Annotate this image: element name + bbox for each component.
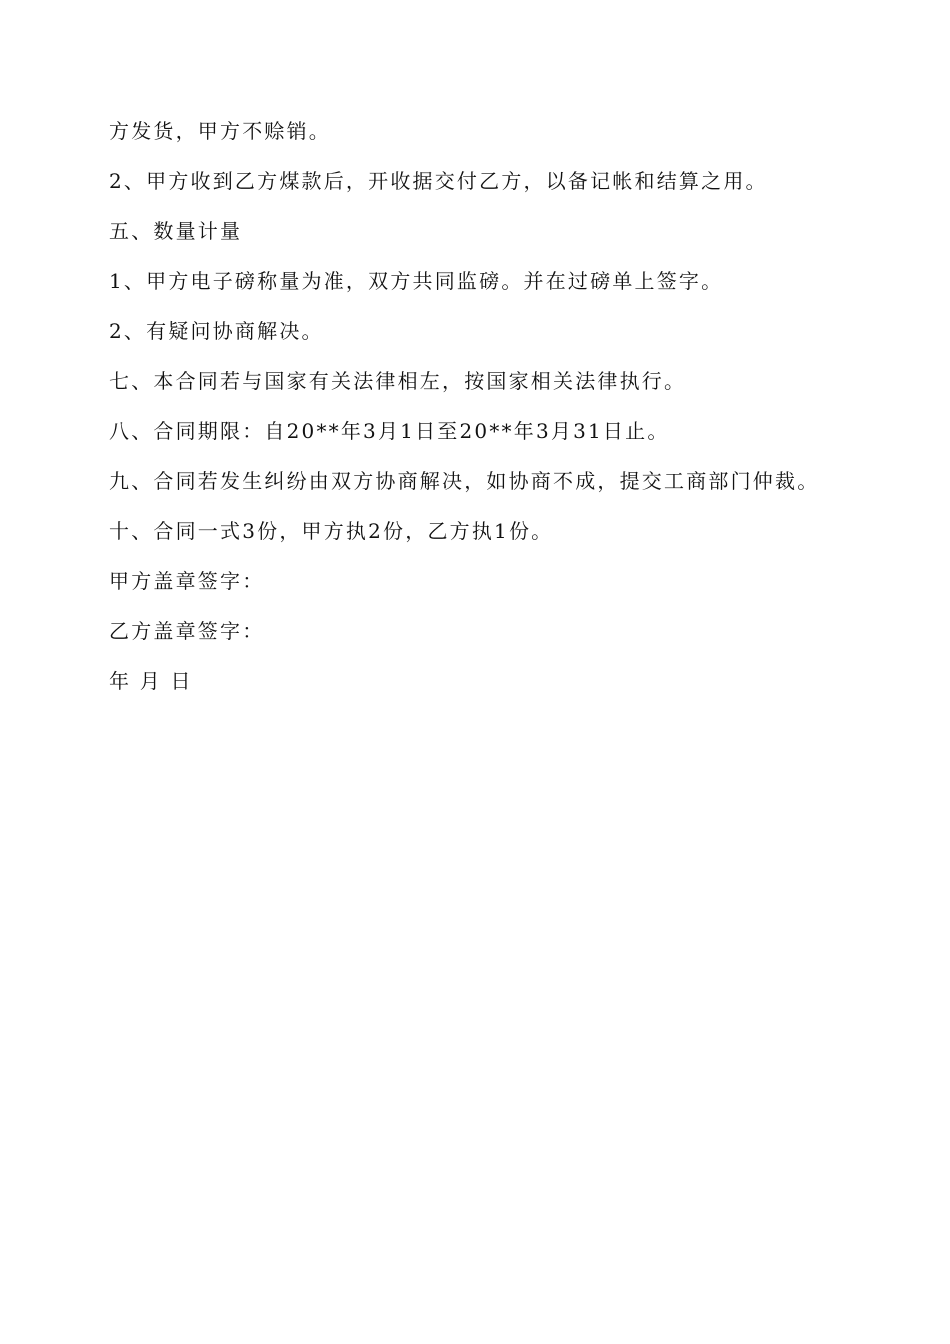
text-line-dispute-negotiation: 2、有疑问协商解决。	[109, 319, 324, 343]
text-line-weighing-clause: 1、甲方电子磅称量为准，双方共同监磅。并在过磅单上签字。	[109, 269, 724, 293]
text-line-receipt-clause: 2、甲方收到乙方煤款后，开收据交付乙方，以备记帐和结算之用。	[109, 169, 768, 193]
section-heading-quantity: 五、数量计量	[109, 219, 243, 243]
text-line-arbitration-clause: 九、合同若发生纠纷由双方协商解决，如协商不成，提交工商部门仲裁。	[109, 469, 820, 493]
signature-line-party-b: 乙方盖章签字：	[109, 619, 265, 643]
document-body	[109, 113, 869, 713]
text-line-payment-continued: 方发货，甲方不赊销。	[109, 119, 331, 143]
signature-line-party-a: 甲方盖章签字：	[109, 569, 265, 593]
text-line-law-clause: 七、本合同若与国家有关法律相左，按国家相关法律执行。	[109, 369, 687, 393]
date-line: 年 月 日	[109, 669, 193, 693]
text-line-contract-term: 八、合同期限：自20**年3月1日至20**年3月31日止。	[109, 419, 670, 443]
text-line-copies-clause: 十、合同一式3份，甲方执2份，乙方执1份。	[109, 519, 554, 543]
